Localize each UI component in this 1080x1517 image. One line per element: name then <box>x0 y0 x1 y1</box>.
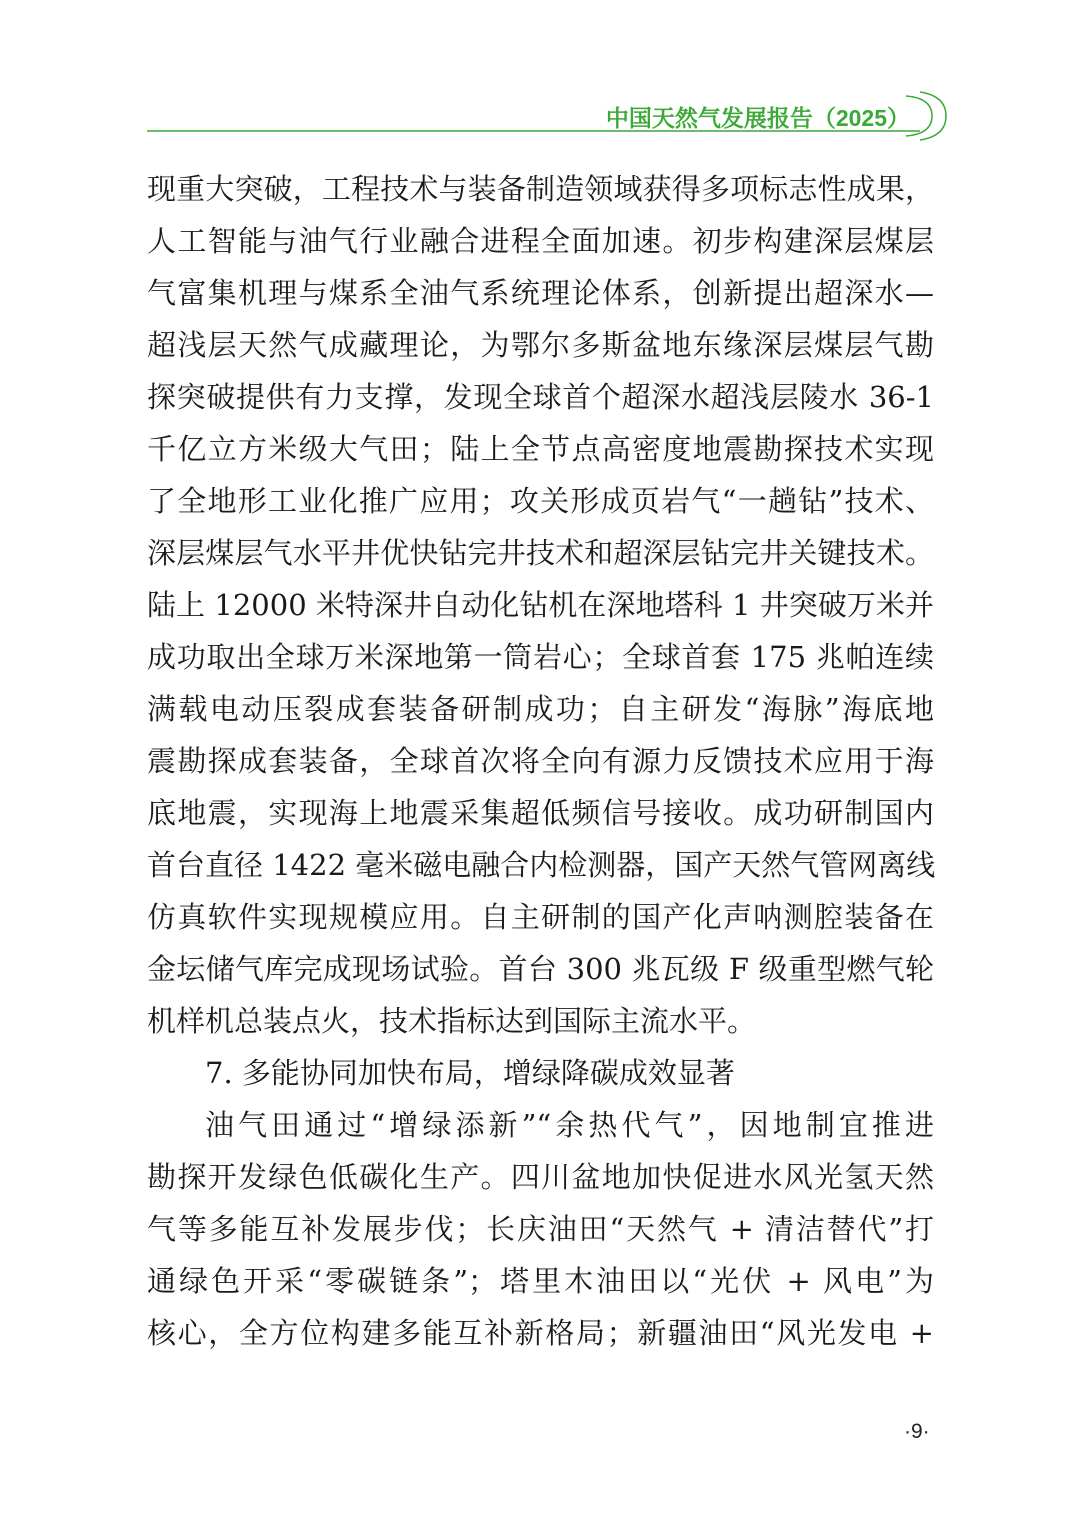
body-text <box>147 163 934 1359</box>
text-line: 超浅层天然气成藏理论，为鄂尔多斯盆地东缘深层煤层气勘 <box>147 328 934 362</box>
text-line: 气等多能互补发展步伐；长庆油田“天然气 + 清洁替代”打 <box>147 1212 934 1246</box>
text-line: 机样机总装点火，技术指标达到国际主流水平。 <box>147 1004 757 1038</box>
text-line: 首台直径 1422 毫米磁电融合内检测器，国产天然气管网离线 <box>147 848 936 882</box>
text-line: 人工智能与油气行业融合进程全面加速。初步构建深层煤层 <box>147 224 934 258</box>
text-line: 底地震，实现海上地震采集超低频信号接收。成功研制国内 <box>147 796 934 830</box>
text-line: 核心，全方位构建多能互补新格局；新疆油田“风光发电 + <box>147 1316 934 1350</box>
text-line: 通绿色开采“零碳链条”；塔里木油田以“光伏 + 风电”为 <box>147 1264 934 1298</box>
text-line: 探突破提供有力支撑，发现全球首个超深水超浅层陵水 36-1 <box>147 380 934 414</box>
text-line: 现重大突破，工程技术与装备制造领域获得多项标志性成果， <box>147 172 934 206</box>
section-heading: 7. 多能协同加快布局，增绿降碳成效显著 <box>205 1056 735 1090</box>
page-header <box>0 0 1080 150</box>
text-line: 千亿立方米级大气田；陆上全节点高密度地震勘探技术实现 <box>147 432 934 466</box>
page-number: ·9· <box>904 1420 930 1443</box>
text-line: 气富集机理与煤系全油气系统理论体系，创新提出超深水— <box>147 276 934 310</box>
text-line: 成功取出全球万米深地第一筒岩心；全球首套 175 兆帕连续 <box>147 640 934 674</box>
text-line: 勘探开发绿色低碳化生产。四川盆地加快促进水风光氢天然 <box>147 1160 934 1194</box>
text-line: 金坛储气库完成现场试验。首台 300 兆瓦级 F 级重型燃气轮 <box>147 952 934 986</box>
text-line: 了全地形工业化推广应用；攻关形成页岩气“一趟钻”技术、 <box>147 484 934 518</box>
text-line: 仿真软件实现规模应用。自主研制的国产化声呐测腔装备在 <box>147 900 934 934</box>
text-line: 油气田通过“增绿添新”“余热代气”，因地制宜推进 <box>205 1108 934 1142</box>
text-line: 震勘探成套装备，全球首次将全向有源力反馈技术应用于海 <box>147 744 934 778</box>
text-line: 满载电动压裂成套装备研制成功；自主研发“海脉”海底地 <box>147 692 934 726</box>
text-line: 陆上 12000 米特深井自动化钻机在深地塔科 1 井突破万米并 <box>147 588 935 622</box>
report-title: 中国天然气发展报告（2025） <box>605 105 910 131</box>
text-line: 深层煤层气水平井优快钻完井技术和超深层钻完井关键技术。 <box>147 536 934 570</box>
header-rule <box>0 0 1080 150</box>
